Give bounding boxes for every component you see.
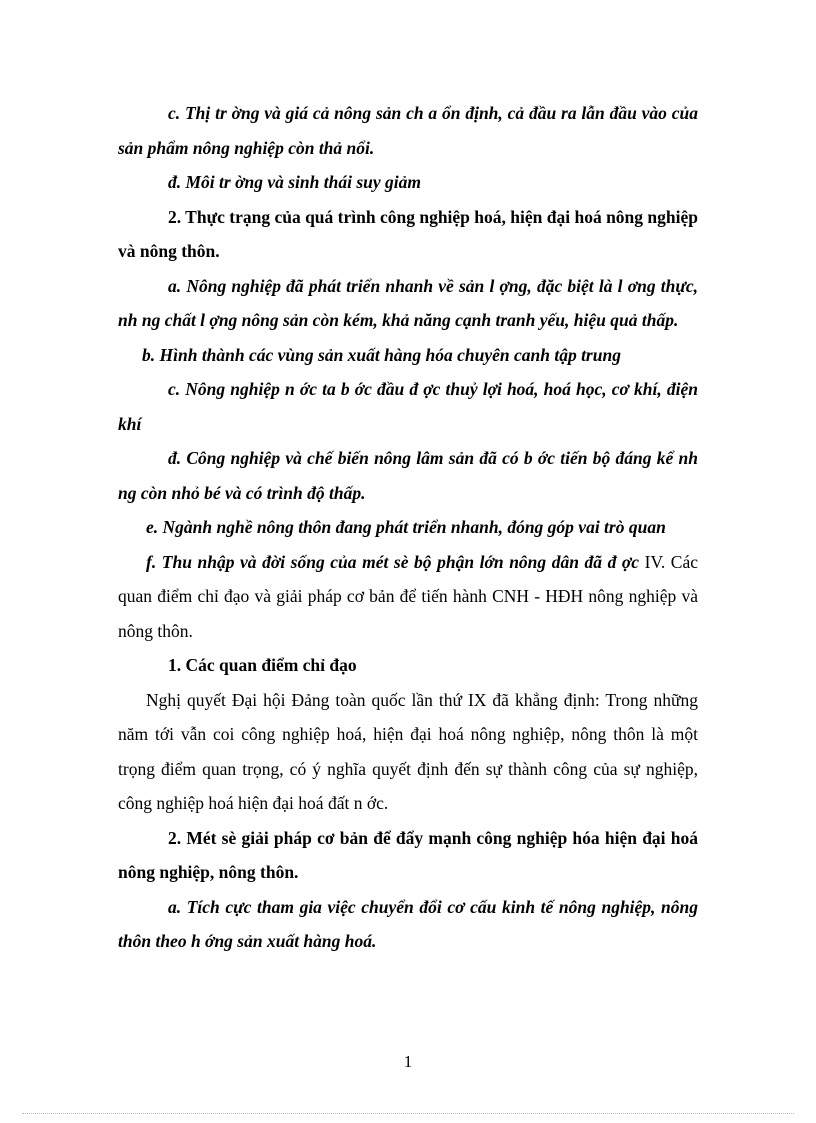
paragraph-d-industry: đ. Công nghiệp và chế biến nông lâm sản đã có b ớc tiến bộ đáng kể nh ng còn nhỏ bé và có trình độ thấp. [118,448,698,503]
page-bottom-divider [22,1113,794,1114]
paragraph-f-income-italic: f. Thu nhập và đời sống của mét sè bộ phận lớn nông dân đã đ ợc [146,551,640,572]
paragraph-a-restructure: a. Tích cực tham gia việc chuyển đổi cơ cấu kinh tế nông nghiệp, nông thôn theo h ớng sản xuất hàng hoá. [118,896,698,951]
page-number: 1 [403,1052,413,1071]
paragraph-f-income [118,545,698,649]
paragraph-d-environment: đ. Môi tr ờng và sinh thái suy giảm [168,172,421,192]
paragraph-f-income-regular: IV. Các quan điểm chỉ đạo và giải pháp cơ bản để tiến hành CNH - HĐH nông nghiệp và nông thôn. [118,551,699,641]
heading-2-status: 2. Thực trạng của quá trình công nghiệp hoá, hiện đại hoá nông nghiệp và nông thôn. [118,206,698,261]
document-body [118,96,698,959]
heading-1-viewpoints: 1. Các quan điểm chỉ đạo [168,655,357,675]
paragraph-a-agriculture: a. Nông nghiệp đã phát triển nhanh về sản l ợng, đặc biệt là l ơng thực, nh ng chất l ợng nông sản còn kém, khả năng cạnh tranh yếu, hiệu quả thấp. [118,275,698,330]
heading-2-solutions: 2. Mét sè giải pháp cơ bản để đẩy mạnh công nghiệp hóa hiện đại hoá nông nghiệp, nông thôn. [118,827,698,882]
paragraph-c-market: c. Thị tr ờng và giá cả nông sản ch a ổn định, cả đầu ra lẫn đầu vào của sản phẩm nông nghiệp còn thả nổi. [118,103,698,158]
paragraph-e-trades: e. Ngành nghề nông thôn đang phát triển nhanh, đóng góp vai trò quan [146,517,666,537]
paragraph-resolution: Nghị quyết Đại hội Đảng toàn quốc lần thứ IX đã khẳng định: Trong những năm tới vẫn coi công nghiệp hoá, hiện đại hoá nông nghiệp, nông thôn là một trọng điểm quan trọng, có ý nghĩa quyết định đến sự thành công của sự nghiệp, công nghiệp hoá hiện đại hoá đất n ớc. [118,689,698,813]
paragraph-b-regions: b. Hình thành các vùng sản xuất hàng hóa chuyên canh tập trung [142,344,621,365]
paragraph-c-irrigation: c. Nông nghiệp n ớc ta b ớc đầu đ ợc thuỷ lợi hoá, hoá học, cơ khí, điện khí [118,379,698,434]
